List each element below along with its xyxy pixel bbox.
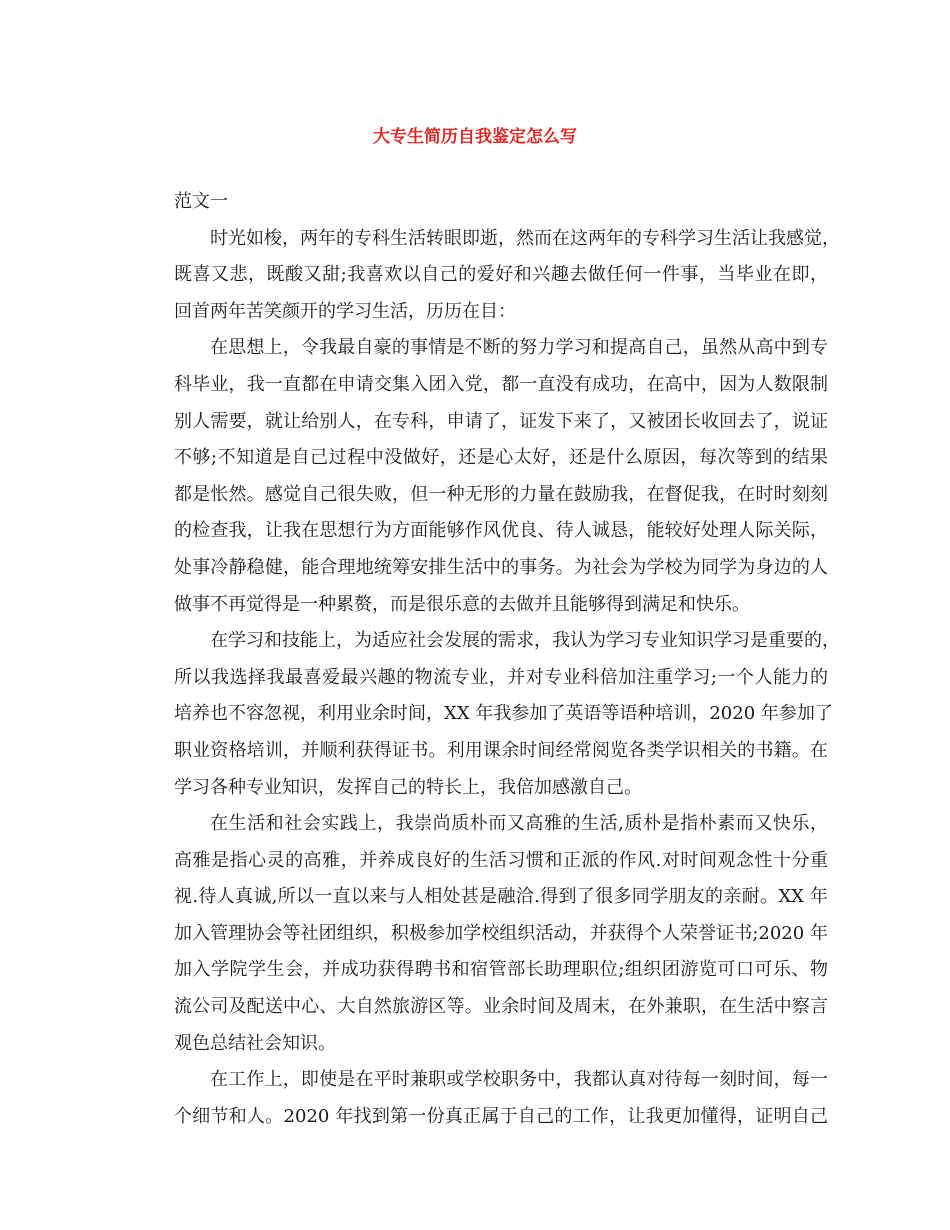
- paragraph-line: 时光如梭，两年的专科生活转眼即逝，然而在这两年的专科学习生活让我感觉，: [210, 227, 840, 249]
- section-label: 范文一: [174, 191, 228, 212]
- document-title: 大专生简历自我鉴定怎么写: [373, 127, 577, 147]
- paragraph-line: 个细节和人。2020 年找到第一份真正属于自己的工作，让我更加懂得，证明自己: [174, 1105, 828, 1127]
- paragraph-line: 在工作上，即使是在平时兼职或学校职务中，我都认真对待每一刻时间，每一: [210, 1069, 828, 1091]
- paragraph-line: 职业资格培训，并顺利获得证书。利用课余时间经常阅览各类学识相关的书籍。在: [174, 739, 828, 761]
- paragraph-line: 在生活和社会实践上，我崇尚质朴而又高雅的生活,质朴是指朴素而又快乐，: [210, 813, 828, 835]
- paragraph-line: 视.待人真诚,所以一直以来与人相处甚是融洽.得到了很多同学朋友的亲耐。XX 年: [174, 886, 828, 908]
- paragraph-line: 回首两年苦笑颜开的学习生活，历历在目：: [174, 300, 516, 322]
- paragraph-3: [138, 623, 840, 806]
- paragraph-line: 高雅是指心灵的高雅，并养成良好的生活习惯和正派的作风.对时间观念性十分重: [174, 849, 828, 871]
- paragraph-line: 流公司及配送中心、大自然旅游区等。业余时间及周末，在外兼职，在生活中察言: [174, 996, 828, 1018]
- paragraph-line: 加入管理协会等社团组织，积极参加学校组织活动，并获得个人荣誉证书;2020 年: [174, 922, 828, 944]
- paragraph-1: [138, 221, 840, 331]
- paragraph-line: 加入学院学生会，并成功获得聘书和宿管部长助理职位;组织团游览可口可乐、物: [174, 959, 828, 981]
- paragraph-line: 培养也不容忽视，利用业余时间，XX 年我参加了英语等语种培训，2020 年参加了: [174, 703, 833, 725]
- paragraph-5: [138, 1062, 828, 1135]
- paragraph-line: 在学习和技能上，为适应社会发展的需求，我认为学习专业知识学习是重要的，: [210, 630, 840, 652]
- paragraph-line: 科毕业，我一直都在申请交集入团入党，都一直没有成功，在高中，因为人数限制: [174, 373, 828, 395]
- paragraph-line: 都是怅然。感觉自己很失败，但一种无形的力量在鼓励我，在督促我，在时时刻刻: [174, 483, 828, 505]
- paragraph-4: [138, 806, 828, 1062]
- paragraph-line: 既喜又悲，既酸又甜;我喜欢以自己的爱好和兴趣去做任何一件事，当毕业在即，: [174, 264, 828, 286]
- paragraph-line: 处事冷静稳健，能合理地统筹安排生活中的事务。为社会为学校为同学为身边的人: [174, 556, 828, 578]
- paragraph-line: 的检查我，让我在思想行为方面能够作风优良、待人诚恳，能较好处理人际关际，: [174, 520, 828, 542]
- paragraph-2: [138, 330, 828, 623]
- paragraph-line: 所以我选择我最喜爱最兴趣的物流专业，并对专业科倍加注重学习;一个人能力的: [174, 666, 828, 688]
- paragraph-line: 做事不再觉得是一种累赘，而是很乐意的去做并且能够得到满足和快乐。: [174, 593, 750, 615]
- paragraph-line: 在思想上，令我最自豪的事情是不断的努力学习和提高自己，虽然从高中到专: [210, 337, 828, 359]
- paragraph-line: 学习各种专业知识，发挥自己的特长上，我倍加感激自己。: [174, 776, 642, 798]
- paragraph-line: 别人需要，就让给别人，在专科，申请了，证发下来了，又被团长收回去了，说证: [174, 410, 828, 432]
- paragraph-line: 不够;不知道是自己过程中没做好，还是心太好，还是什么原因，每次等到的结果: [174, 447, 828, 469]
- paragraph-line: 观色总结社会知识。: [174, 1032, 336, 1054]
- document-body: [138, 184, 840, 1135]
